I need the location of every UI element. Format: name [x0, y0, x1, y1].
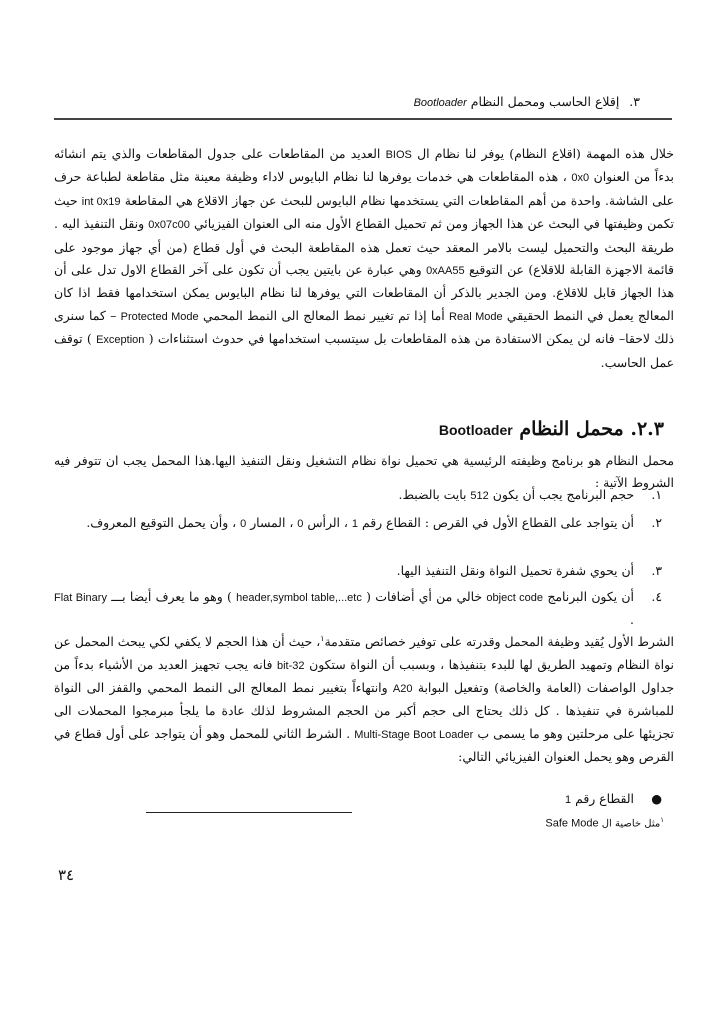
text-run: وانتهاءاً بتغيير نمط المعالج الى النمط المحمي والقفز الى النواة للمباشرة في تنفيذها . كل ذلك يحتاج الى حجم أكبر من الحجم المشروط لذلك عادة ما يلجأ مبرمجوا المحملات الى تجزيئها على مرحلتين وهو ما يسمى ب [54, 679, 674, 741]
footnote [545, 816, 664, 829]
header-rule [54, 118, 672, 120]
text-run: ) وهو ما يعرف أيضا بـــ [111, 589, 232, 604]
list-marker: ٣. [651, 563, 662, 578]
term-object-code: object code [486, 592, 544, 604]
text-run: العديد من المقاطعات على جدول المقاطعات والذي يتم انشائه بدءاً من العنوان [54, 146, 674, 185]
text-run: بايت بالضبط. [398, 487, 467, 502]
running-head [240, 94, 640, 109]
page-number: ٣٤ [58, 866, 75, 884]
text-run: ، المسار [250, 515, 294, 530]
term-track: 0 [240, 518, 247, 530]
text-run: حيث تكمن وظيفتها في البحث عن هذا الجهاز ومن ثم تحميل القطاع الأول منه الى العنوان الفيزيائي [54, 192, 674, 232]
section-title-en: Bootloader [438, 422, 513, 438]
intro-paragraph [54, 143, 674, 374]
text-run: . الشرط الثاني للمحمل وهو أن يتواجد على أول قطاع في القرص وهو يحمل العنوان الفيزيائي التالي: [54, 725, 674, 765]
text-run: خلال هذه المهمة (اقلاع النظام) يوفر لنا نظام ال [417, 146, 674, 161]
term-safe-mode: Safe Mode [545, 817, 599, 830]
text-run: – كما سنرى ذلك لاحقا– فانه لن يمكن الاستفادة من هذه المقاطعات بل سيتسبب استخدامها في حدوث استثناءات ( [54, 307, 675, 347]
footnote-marker: ١ [660, 816, 664, 824]
text-run: . [630, 612, 634, 628]
term-flat-binary: Flat Binary [54, 592, 107, 604]
term-32bit: 32-bit [276, 659, 305, 672]
running-head-title: إقلاع الحاسب ومحمل النظام [470, 94, 620, 109]
bullet-item [54, 788, 674, 811]
text-run: القطاع رقم [575, 791, 634, 806]
term-load-address: 0x07c00 [148, 219, 190, 232]
term-head: 0 [297, 518, 304, 530]
term-multistage: Multi-Stage Boot Loader [354, 728, 474, 741]
text-run: فانه يجب تجهيز العديد من الأشياء بدءاً من جداول الواصفات (العامة والخاصة) وتفعيل البوابة [54, 656, 674, 695]
text-run: وهي عبارة عن بايتين يجب أن تكون على آخر القطاع الاول تدل على أن هذا الجهاز قابل للاقلاع. ومن الجدير بالذكر أن المقاطعات التي يوفرها لنا نظام البايوس يمكن استخدامها فقط اذا كان المعالج يعمل في النمط الحقيقي [54, 262, 674, 323]
term-interrupt: int 0x19 [81, 195, 121, 208]
term-a20: A20 [392, 682, 413, 695]
term-bios: BIOS [385, 149, 412, 161]
text-run: ، وأن يحمل التوقيع المعروف. [86, 515, 237, 530]
section-heading [439, 418, 664, 440]
text-run: مثل خاصية ال [601, 818, 661, 830]
text-run: أما إذا تم تغيير نمط المعالج الى النمط المحمي [202, 307, 445, 323]
term-headers: header,symbol table,...etc [236, 592, 362, 604]
text-run: محمل النظام هو برنامج وظيفته الرئيسية هي تحميل نواة نظام التشغيل ونقل التنفيذ اليها.هذا المحمل يجب ان تتوفر فيه الشروط الآتية : [54, 453, 674, 491]
footnote-ref[interactable]: ١ [320, 634, 325, 643]
term-real-mode: Real Mode [449, 310, 503, 323]
text-run: أن يحوي شفرة تحميل النواة ونقل التنفيذ اليها. [396, 563, 634, 578]
term-protected-mode: Protected Mode [120, 310, 199, 323]
term-exception: Exception [96, 334, 145, 347]
text-run: ، حيث أن هذا الحجم لا يكفي لكي يبحث المحمل عن نواة النظام وتمهيد الطريق لها للبدء بتنفيذها ، وبسبب أن النواة ستكون [54, 634, 674, 672]
term-signature: 0xAA55 [426, 265, 465, 278]
list-marker: ٢. [651, 515, 662, 530]
running-head-number: ٣. [629, 94, 640, 109]
conditions-discussion-paragraph [54, 628, 674, 769]
footnote-rule [146, 812, 352, 813]
text-run: خالي من أي أضافات ( [366, 589, 483, 604]
text-run: أن يكون البرنامج [547, 589, 634, 604]
list-marker: ١. [651, 487, 662, 502]
text-run: ) توقف عمل الحاسب. [54, 331, 674, 370]
text-run: أن يتواجد على القطاع الأول في القرص : القطاع رقم [361, 515, 634, 530]
text-run: ، الرأس [307, 515, 348, 530]
term-address: 0x0 [571, 172, 590, 185]
text-run: ونقل التنفيذ اليه . طريقة البحث والتحميل ليست بالامر المعقد حيث تعمل هذه المقاطعة البحث في أول قطاع (من أي جهاز موجود على قائمة الاجهزة القابلة للاقلاع) عن التوقيع [54, 216, 674, 278]
list-item [54, 560, 674, 582]
section-title: محمل النظام [519, 418, 624, 440]
list-item [54, 512, 674, 535]
term-size: 512 [470, 490, 489, 502]
term-sector-number: 1 [565, 794, 572, 806]
list-marker: ٤. [651, 589, 662, 604]
section-number: ٢.٣. [630, 418, 664, 440]
term-sector: 1 [351, 518, 359, 530]
text-run: ، هذه المقاطعات هي خدمات يوفرها لنا نظام البايوس لاداء وظيفة معينة مثل مقاطعة لطباعة حرف على الشاشة. واحدة من أهم المقاطعات التي يستخدمها نظام البايوس للبحث عن جهاز الاقلاع هي المقاطعة [54, 169, 674, 208]
list-item [54, 484, 674, 507]
list-item [54, 586, 674, 632]
bullet-icon: ● [651, 791, 662, 806]
text-run: حجم البرنامج يجب أن يكون [492, 487, 634, 502]
text-run: الشرط الأول يُقيد وظيفة المحمل وقدرته على توفير خصائص متقدمة [324, 634, 674, 650]
running-head-title-en: Bootloader [413, 97, 467, 109]
